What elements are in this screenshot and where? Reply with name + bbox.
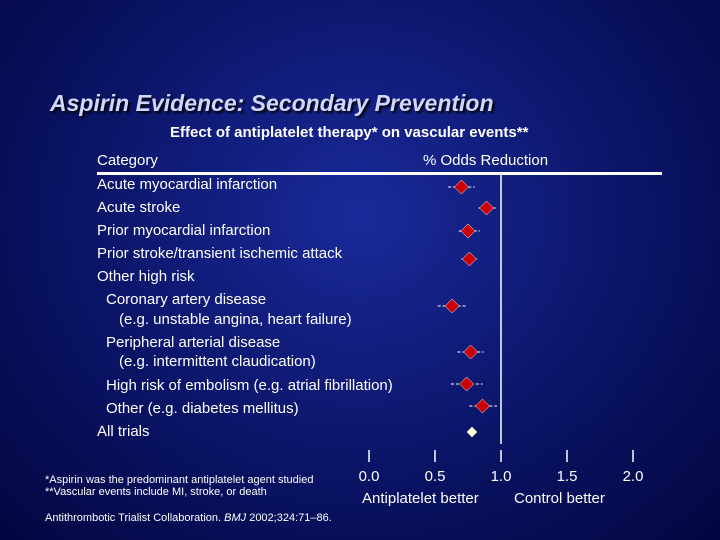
- citation: [45, 512, 332, 524]
- category-label: Other (e.g. diabetes mellitus): [106, 400, 299, 417]
- category-label: Peripheral arterial disease: [106, 334, 281, 351]
- x-tick-label: 0.0: [358, 468, 380, 485]
- category-label: (e.g. unstable angina, heart failure): [119, 311, 352, 328]
- category-header: Category: [97, 152, 158, 169]
- odds-ratio-marker: [464, 345, 478, 359]
- citation-prefix: Antithrombotic Trialist Collaboration.: [45, 512, 225, 524]
- category-label: Other high risk: [97, 268, 195, 285]
- odds-ratio-marker: [461, 224, 475, 238]
- odds-ratio-marker: [445, 299, 459, 313]
- citation-suffix: 2002;324:71–86.: [246, 512, 332, 524]
- antiplatelet-better-label: Antiplatelet better: [362, 490, 479, 507]
- control-better-label: Control better: [514, 490, 605, 507]
- category-label: (e.g. intermittent claudication): [119, 353, 316, 370]
- odds-ratio-marker: [476, 399, 490, 413]
- odds-reduction-header: % Odds Reduction: [423, 152, 549, 169]
- x-tick-label: 2.0: [622, 468, 644, 485]
- category-label: High risk of embolism (e.g. atrial fibrillation): [106, 377, 393, 394]
- footnote-events: **Vascular events include MI, stroke, or death: [45, 486, 267, 498]
- odds-ratio-marker: [460, 377, 474, 391]
- category-label: Acute stroke: [97, 199, 181, 216]
- x-tick-label: 0.5: [424, 468, 446, 485]
- category-label: Prior stroke/transient ischemic attack: [97, 245, 343, 262]
- odds-ratio-marker: [479, 201, 493, 215]
- footnote-agent: *Aspirin was the predominant antiplatelet agent studied: [45, 474, 314, 486]
- citation-journal: BMJ: [224, 512, 247, 524]
- x-tick-label: 1.5: [556, 468, 578, 485]
- odds-ratio-marker: [462, 252, 476, 266]
- category-label: All trials: [97, 423, 150, 440]
- slide-title: Aspirin Evidence: Secondary Prevention: [50, 90, 494, 116]
- category-label: Acute myocardial infarction: [97, 176, 278, 193]
- odds-ratio-marker: [454, 180, 468, 194]
- category-label: Coronary artery disease: [106, 291, 267, 308]
- summary-marker: [467, 427, 477, 437]
- x-tick-label: 1.0: [490, 468, 512, 485]
- category-label: Prior myocardial infarction: [97, 222, 271, 239]
- slide-subtitle: Effect of antiplatelet therapy* on vascular events**: [170, 124, 529, 141]
